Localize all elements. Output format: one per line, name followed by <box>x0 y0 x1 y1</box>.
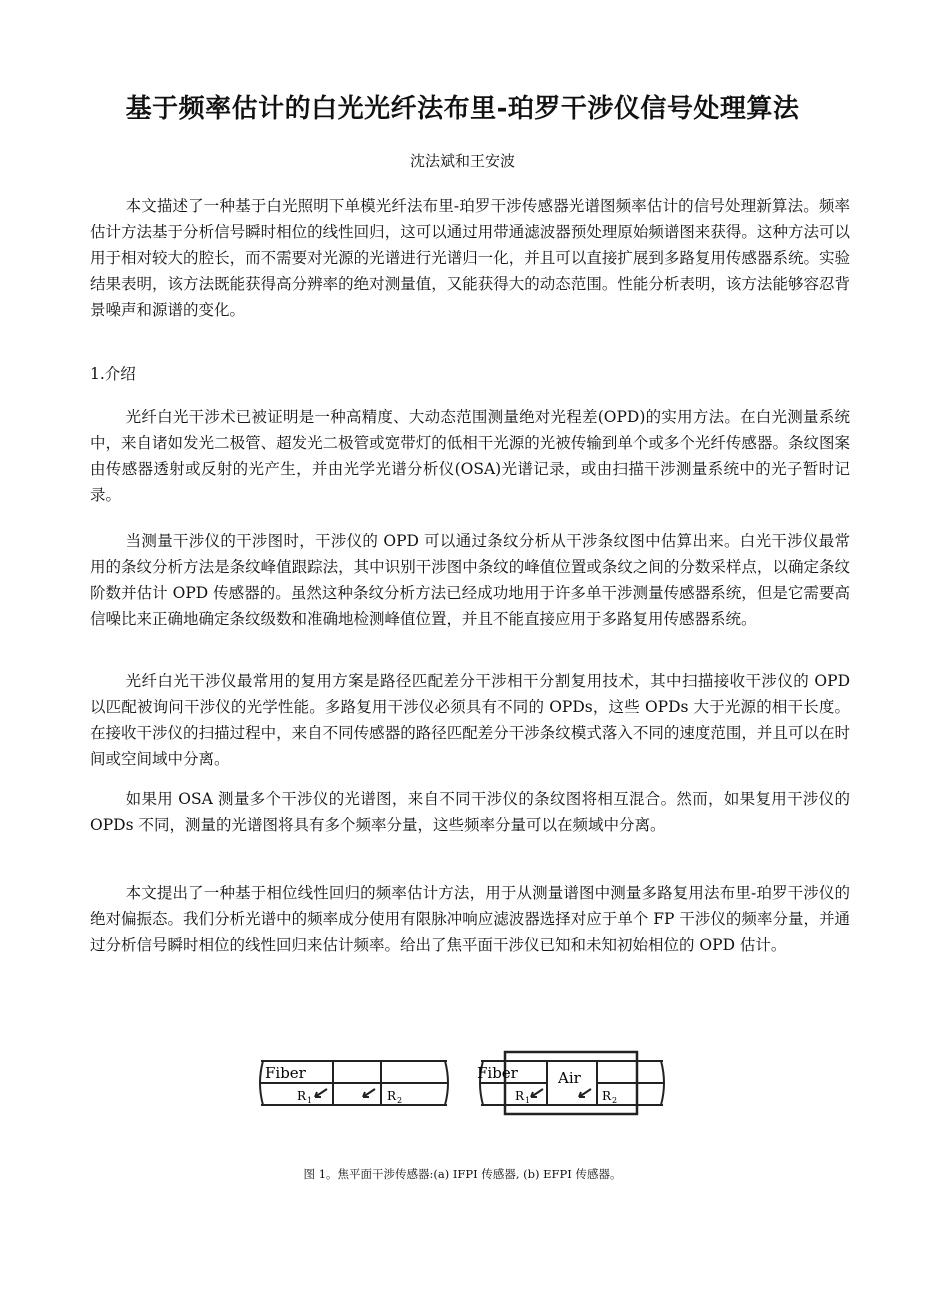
intro-paragraph-3: 光纤白光干涉仪最常用的复用方案是路径匹配差分干涉相干分割复用技术，其中扫描接收干涉仪的 OPD 以匹配被询问干涉仪的光学性能。多路复用干涉仪必须具有不同的 OPDs，这些 OPDs 大于光源的相干长度。在接收干涉仪的扫描过程中，来自不同传感器的路径匹配差分干涉条纹模式落入不同的速度范围，并且可以在时间或空间域中分离。 <box>90 672 850 768</box>
abstract-paragraph: 本文描述了一种基于白光照明下单模光纤法布里-珀罗干涉传感器光谱图频率估计的信号处理新算法。频率估计方法基于分析信号瞬时相位的线性回归，这可以通过用带通滤波器预处理原始频谱图来获得。这种方法可以用于相对较大的腔长，而不需要对光源的光谱进行光谱归一化，并且可以直接扩展到多路复用传感器系统。实验结果表明，该方法既能获得高分辨率的绝对测量值，又能获得大的动态范围。性能分析表明，该方法能够容忍背景噪声和源谱的变化。 <box>90 197 850 319</box>
r1-label-b: R <box>515 1089 525 1103</box>
r2-subscript-a: 2 <box>397 1096 403 1105</box>
air-label: Air <box>558 1069 581 1087</box>
r1-subscript-b: 1 <box>525 1096 531 1105</box>
fiber-label-b: Fiber <box>477 1064 518 1082</box>
reflection-arrow-icon <box>363 1089 375 1097</box>
reflection-arrow-icon <box>315 1089 327 1097</box>
paper-title: 基于频率估计的白光光纤法布里-珀罗干涉仪信号处理算法 <box>125 94 800 124</box>
section-heading-introduction: 1.介绍 <box>90 365 136 383</box>
reflection-arrow-icon <box>579 1089 591 1097</box>
r2-label-a: R <box>387 1089 397 1103</box>
intro-paragraph-5: 本文提出了一种基于相位线性回归的频率估计方法，用于从测量谱图中测量多路复用法布里-珀罗干涉仪的绝对偏振态。我们分析光谱中的频率成分使用有限脉冲响应滤波器选择对应于单个 FP 干涉仪的频率分量，并通过分析信号瞬时相位的线性回归来估计频率。给出了焦平面干涉仪已知和未知初始相位的 OPD 估计。 <box>90 884 850 954</box>
r1-subscript-a: 1 <box>307 1096 313 1105</box>
ifpi-sensor-diagram <box>260 1061 448 1105</box>
figure-fp-sensors <box>255 1045 675 1125</box>
intro-paragraph-4: 如果用 OSA 测量多个干涉仪的光谱图，来自不同干涉仪的条纹图将相互混合。然而，如果复用干涉仪的 OPDs 不同，测量的光谱图将具有多个频率分量，这些频率分量可以在频域中分离。 <box>90 790 850 834</box>
r2-subscript-b: 2 <box>612 1096 618 1105</box>
r2-label-b: R <box>602 1089 612 1103</box>
r1-label-a: R <box>297 1089 307 1103</box>
figure-caption: 图 1。焦平面干涉传感器:(a) IFPI 传感器, (b) EFPI 传感器。 <box>303 1167 622 1181</box>
fiber-label-a: Fiber <box>265 1064 306 1082</box>
paper-authors: 沈法斌和王安波 <box>409 152 515 170</box>
intro-paragraph-2: 当测量干涉仪的干涉图时，干涉仪的 OPD 可以通过条纹分析从干涉条纹图中估算出来。白光干涉仪最常用的条纹分析方法是条纹峰值跟踪法，其中识别干涉图中条纹的峰值位置或条纹之间的分数采样点，以确定条纹阶数并估计 OPD 传感器的。虽然这种条纹分析方法已经成功地用于许多单干涉测量传感器系统，但是它需要高信噪比来正确地确定条纹级数和准确地检测峰值位置，并且不能直接应用于多路复用传感器系统。 <box>90 532 850 628</box>
reflection-arrow-icon <box>531 1089 543 1097</box>
efpi-sensor-diagram <box>477 1052 664 1114</box>
intro-paragraph-1: 光纤白光干涉术已被证明是一种高精度、大动态范围测量绝对光程差(OPD)的实用方法。在白光测量系统中，来自诸如发光二极管、超发光二极管或宽带灯的低相干光源的光被传输到单个或多个光纤传感器。条纹图案由传感器透射或反射的光产生，并由光学光谱分析仪(OSA)光谱记录，或由扫描干涉测量系统中的光子暂时记录。 <box>90 408 850 504</box>
